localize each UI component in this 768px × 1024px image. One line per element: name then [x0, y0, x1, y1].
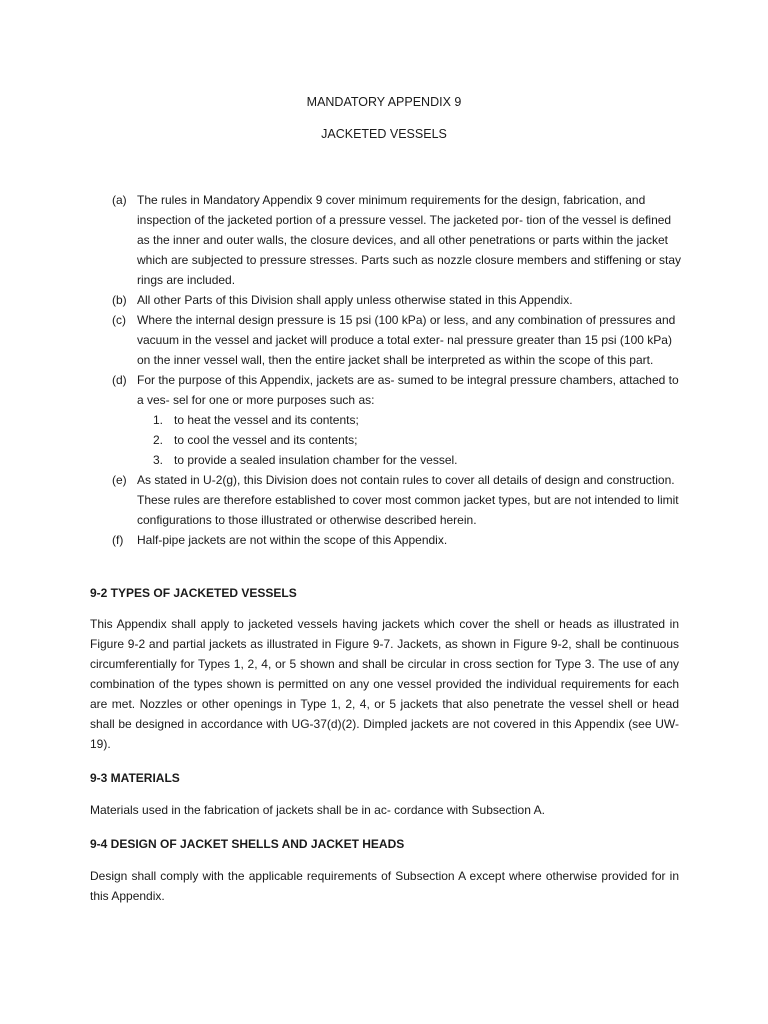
- page-title: MANDATORY APPENDIX 9: [306, 95, 462, 109]
- section-heading-materials: 9-3 MATERIALS: [90, 771, 180, 785]
- list-item-b: [112, 290, 682, 310]
- sublist-item: [153, 430, 682, 450]
- sublist-marker: 1.: [153, 413, 164, 427]
- list-item-text: As stated in U-2(g), this Division does not contain rules to cover all details of design and construction. These rules are therefore established to cover most common jacket types, but are not intended to limit configurations to those illustrated or otherwise described herein.: [137, 473, 679, 527]
- sublist-item: [153, 450, 682, 470]
- list-item-d: [112, 370, 682, 470]
- page-subtitle: JACKETED VESSELS: [321, 127, 447, 141]
- list-item-text: The rules in Mandatory Appendix 9 cover minimum requirements for the design, fabrication, and inspection of the jacketed portion of a pressure vessel. The jacketed por- tion of the vessel is defined as the inner and outer walls, the closure devices, and all other penetrations or parts within the jacket which are subjected to pressure stresses. Parts such as nozzle closure members and stiffening or stay rings are included.: [137, 193, 682, 287]
- requirements-list: [112, 190, 682, 550]
- list-item-text: Where the internal design pressure is 15 psi (100 kPa) or less, and any combination of pressures and vacuum in the vessel and jacket will produce a total exter- nal pressure greater than 15 psi (100 kPa) on the inner vessel wall, then the entire jacket shall be interpreted as within the scope of this part.: [137, 313, 676, 367]
- list-marker: (b): [112, 293, 127, 307]
- list-marker: (d): [112, 373, 127, 387]
- list-item-text: For the purpose of this Appendix, jackets are as- sumed to be integral pressure chambers, attached to a ves- sel for one or more purposes such as:: [137, 373, 679, 407]
- sublist-marker: 3.: [153, 453, 164, 467]
- section-heading-types: 9-2 TYPES OF JACKETED VESSELS: [90, 586, 297, 600]
- list-item-c: [112, 310, 682, 370]
- sublist-item-text: to cool the vessel and its contents;: [174, 433, 358, 447]
- sublist-item-text: to heat the vessel and its contents;: [174, 413, 359, 427]
- list-marker: (e): [112, 473, 127, 487]
- section-body-materials: Materials used in the fabrication of jackets shall be in ac- cordance with Subsection A.: [90, 803, 545, 817]
- sublist-item-text: to provide a sealed insulation chamber for the vessel.: [174, 453, 458, 467]
- list-marker: (f): [112, 533, 124, 547]
- list-item-a: [112, 190, 682, 290]
- section-body-design: Design shall comply with the applicable requirements of Subsection A except where otherwise provided for in this Appendix.: [90, 869, 679, 903]
- list-marker: (c): [112, 313, 126, 327]
- list-item-e: [112, 470, 682, 530]
- list-item-text: All other Parts of this Division shall apply unless otherwise stated in this Appendix.: [137, 293, 573, 307]
- sublist-marker: 2.: [153, 433, 164, 447]
- sublist-item: [153, 410, 682, 430]
- section-heading-design: 9-4 DESIGN OF JACKET SHELLS AND JACKET HEADS: [90, 837, 405, 851]
- list-item-text: Half-pipe jackets are not within the scope of this Appendix.: [137, 533, 448, 547]
- section-body-types: This Appendix shall apply to jacketed vessels having jackets which cover the shell or heads as illustrated in Figure 9-2 and partial jackets as illustrated in Figure 9-7. Jackets, as shown in Figure 9-2, shall be continuous circumferentially for Types 1, 2, 4, or 5 shown and shall be circular in cross section for Type 3. The use of any combination of the types shown is permitted on any one vessel provided the individual requirements for each are met. Nozzles or other openings in Type 1, 2, 4, or 5 jackets that also penetrate the vessel shell or head shall be designed in accordance with UG-37(d)(2). Dimpled jackets are not covered in this Appendix (see UW-19).: [90, 617, 679, 751]
- list-marker: (a): [112, 193, 127, 207]
- list-item-f: [112, 530, 682, 550]
- purposes-sublist: [137, 410, 682, 470]
